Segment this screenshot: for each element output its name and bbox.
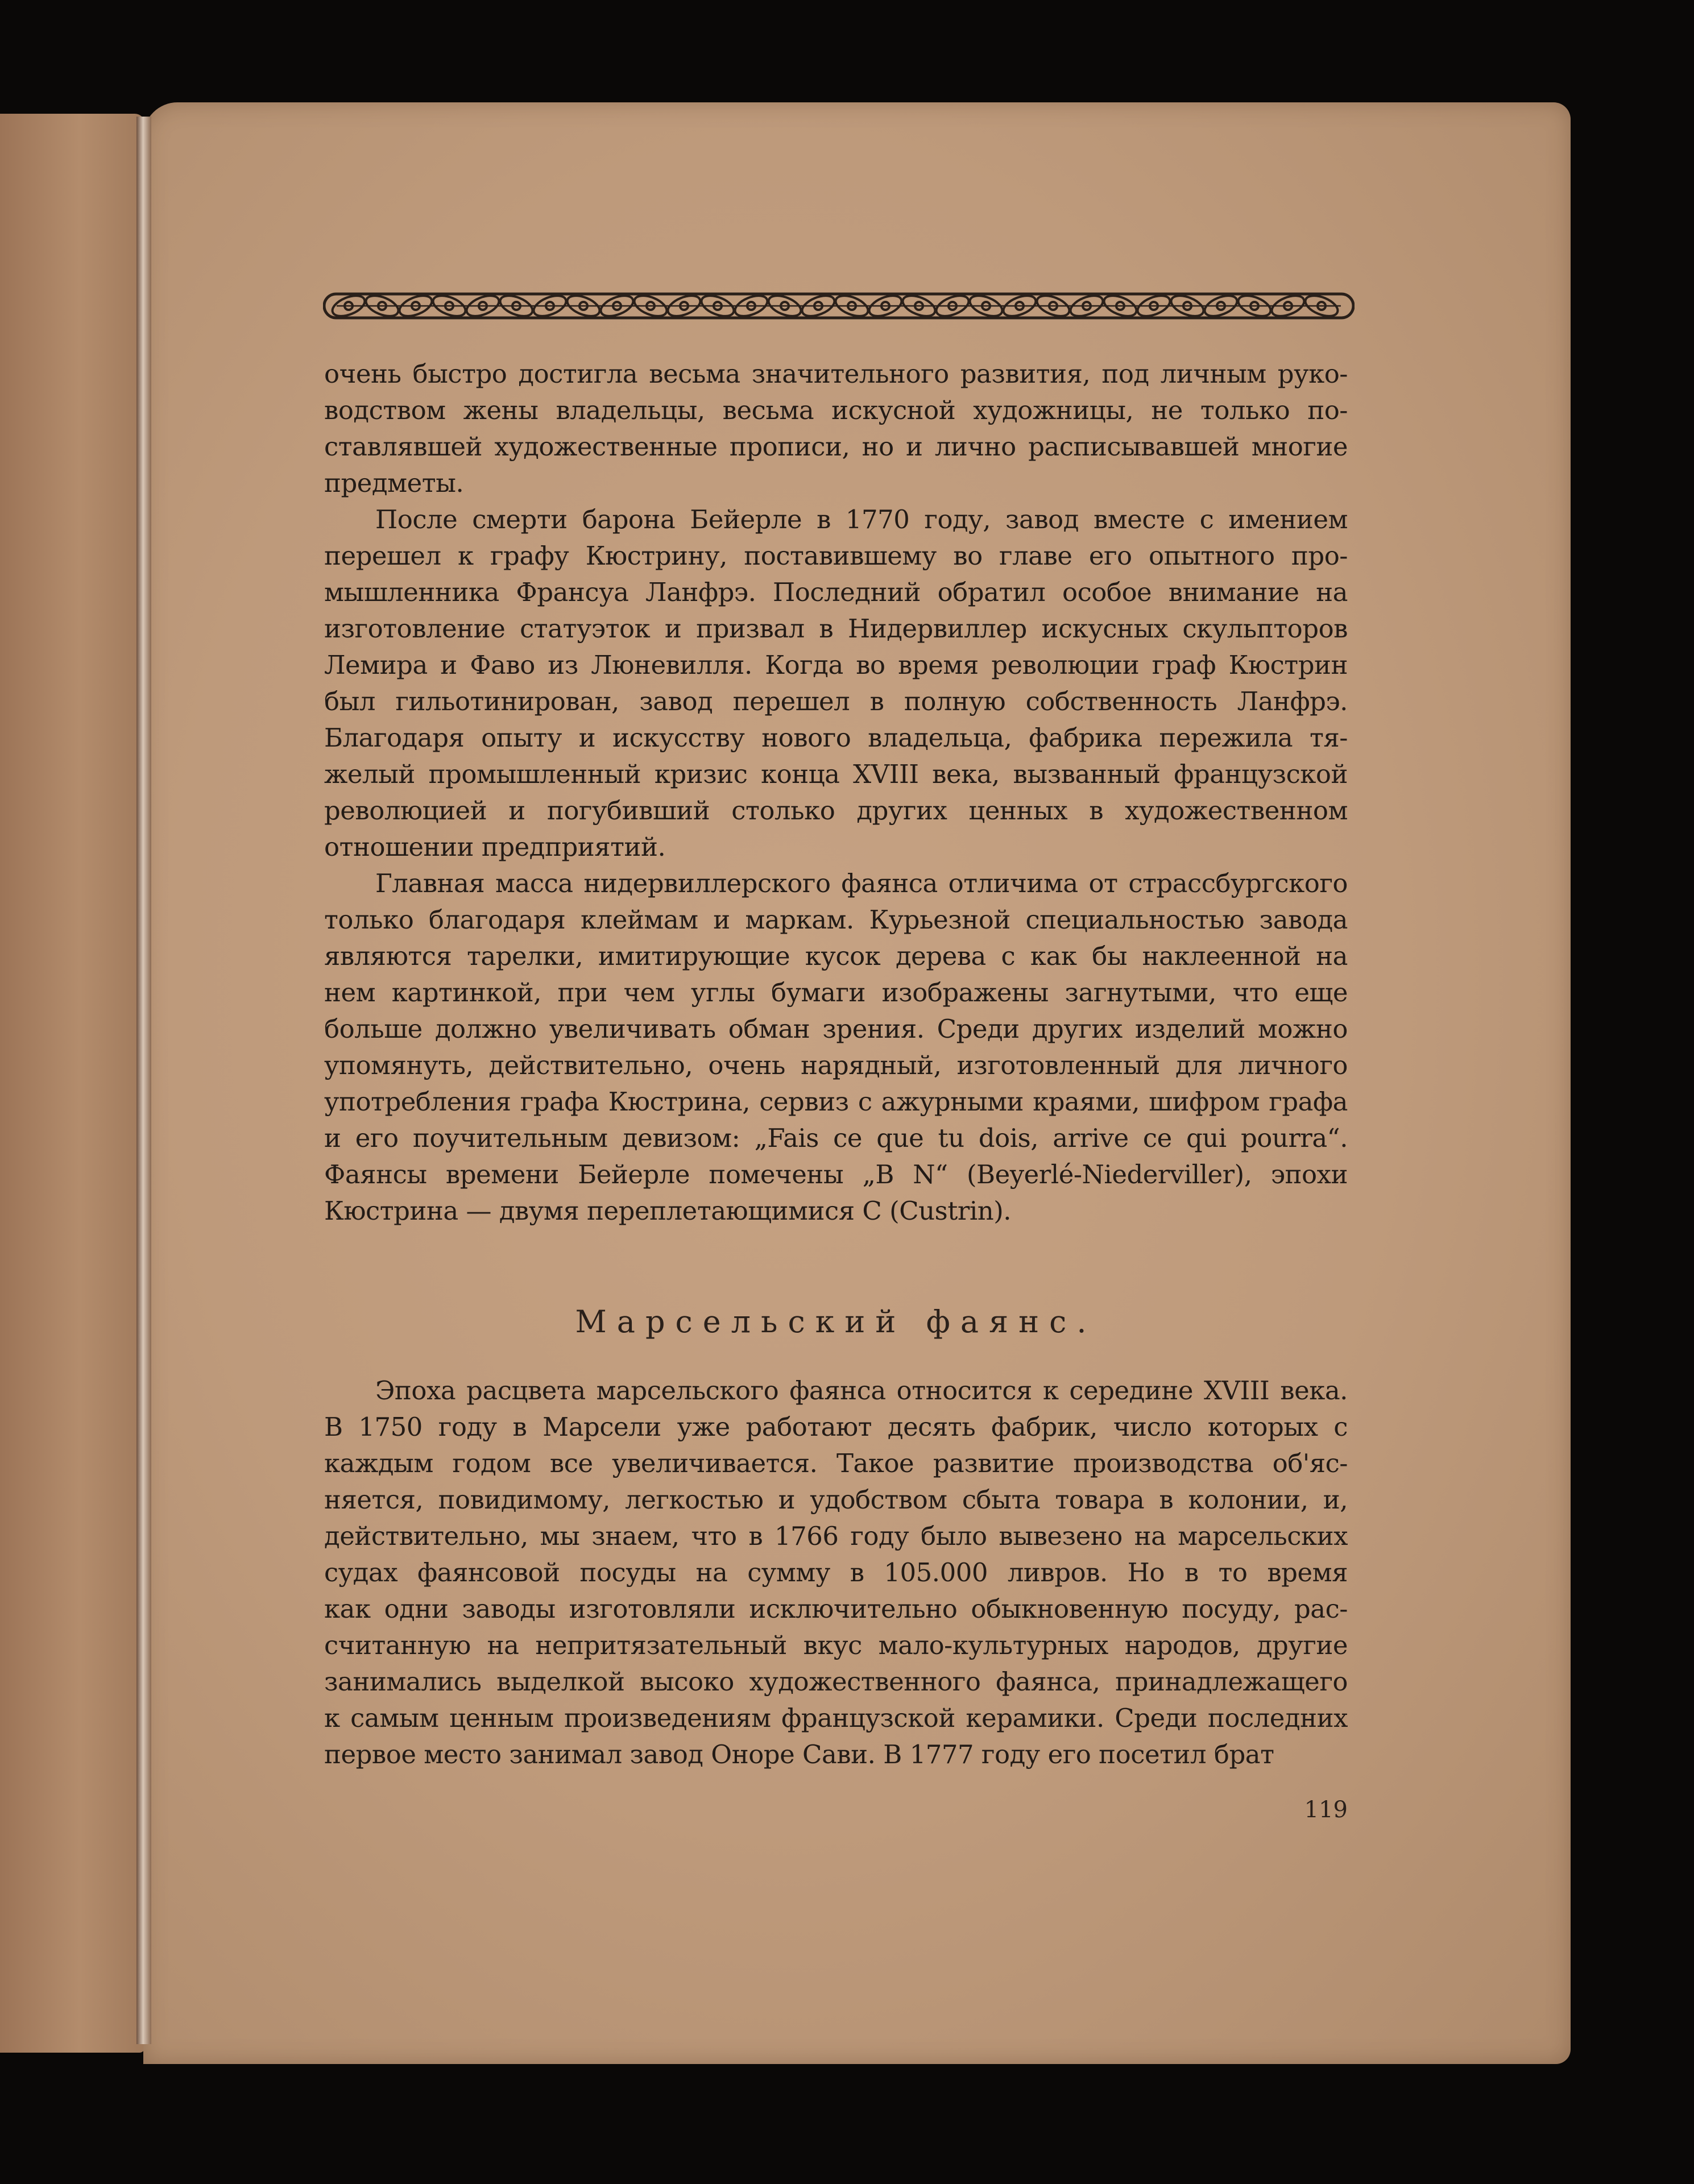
text-line: занимались выделкой высоко художественного фаянса, принадлежащего — [324, 1667, 1348, 1697]
paragraph — [324, 1373, 1348, 1773]
paragraph — [324, 865, 1348, 1229]
text-line: только благодаря клеймам и маркам. Курьезной специальностью завода — [324, 905, 1348, 935]
text-line: мышленника Франсуа Ланфрэ. Последний обратил особое внимание на — [324, 577, 1348, 607]
text-line: употребления графа Кюстрина, сервиз с ажурными краями, шифром графа — [324, 1087, 1348, 1117]
text-line: В 1750 году в Марсели уже работают десять фабрик, число которых с — [324, 1412, 1348, 1442]
text-line: больше должно увеличивать обман зрения. Среди других изделий можно — [324, 1014, 1348, 1044]
text-line: первое место занимал завод Оноре Сави. В 1777 году его посетил брат — [324, 1739, 1274, 1769]
text-line: Кюстрина — двумя переплетающимися C (Custrin). — [324, 1196, 1012, 1226]
text-line: очень быстро достигла весьма значительного развития, под личным руко- — [324, 359, 1348, 389]
text-line: был гильотинирован, завод перешел в полную собственность Ланфрэ. — [324, 686, 1348, 716]
text-line: Фаянсы времени Бейерле помечены „B N“ (Beyerlé-Niederviller), эпохи — [324, 1159, 1348, 1190]
text-line: водством жены владельцы, весьма искусной художницы, не только по- — [324, 395, 1348, 425]
text-line: ставлявшей художественные прописи, но и лично расписывавшей многие — [324, 432, 1348, 462]
text-line: После смерти барона Бейерле в 1770 году, завод вместе с имением — [375, 504, 1348, 534]
body-text-bottom — [324, 1373, 1348, 1773]
text-line: действительно, мы знаем, что в 1766 году было вывезено на марсельских — [324, 1521, 1348, 1551]
decorative-ornament-icon — [323, 286, 1355, 326]
text-line: являются тарелки, имитирующие кусок дерева с как бы наклеенной на — [324, 941, 1348, 971]
text-line: Главная масса нидервиллерского фаянса отличима от страссбургского — [375, 868, 1348, 898]
text-line: и его поучительным девизом: „Fais ce que tu dois, arrive ce qui pourra“. — [324, 1123, 1348, 1153]
paragraph — [324, 502, 1348, 865]
book-gutter — [136, 117, 151, 2044]
left-page-edge — [0, 114, 145, 2053]
section-heading: Марсельский фаянс. — [575, 1304, 1097, 1340]
text-line: судах фаянсовой посуды на сумму в 105.000 ливров. Но в то время — [324, 1557, 1348, 1588]
text-line: няется, повидимому, легкостью и удобством сбыта товара в колонии, и, — [324, 1485, 1348, 1515]
text-line: отношении предприятий. — [324, 832, 666, 862]
text-line: как одни заводы изготовляли исключительно обыкновенную посуду, рас- — [324, 1594, 1348, 1624]
text-line: Благодаря опыту и искусству нового владельца, фабрика пережила тя- — [324, 723, 1348, 753]
text-line: считанную на непритязательный вкус мало-культурных народов, другие — [324, 1630, 1348, 1660]
text-line: упомянуть, действительно, очень нарядный, изготовленный для личного — [324, 1050, 1348, 1080]
text-line: каждым годом все увеличивается. Такое развитие производства об'яс- — [324, 1448, 1348, 1478]
text-line: нем картинкой, при чем углы бумаги изображены загнутыми, что еще — [324, 977, 1348, 1008]
text-line: изготовление статуэток и призвал в Нидервиллер искусных скульпторов — [324, 614, 1348, 644]
text-line: предметы. — [324, 468, 464, 498]
text-line: к самым ценным произведениям французской керамики. Среди последних — [324, 1703, 1348, 1733]
text-line: революцией и погубивший столько других ценных в художественном — [324, 795, 1348, 826]
body-text-top — [324, 356, 1348, 1229]
text-line: Лемира и Фаво из Люневилля. Когда во время революции граф Кюстрин — [324, 650, 1348, 680]
text-line: желый промышленный кризис конца XVIII века, вызванный французской — [324, 759, 1348, 789]
text-line: перешел к графу Кюстрину, поставившему во главе его опытного про- — [324, 541, 1348, 571]
paragraph — [324, 356, 1348, 502]
page-number: 119 — [1304, 1797, 1348, 1823]
text-line: Эпоха расцвета марсельского фаянса относится к середине XVIII века. — [375, 1375, 1348, 1406]
